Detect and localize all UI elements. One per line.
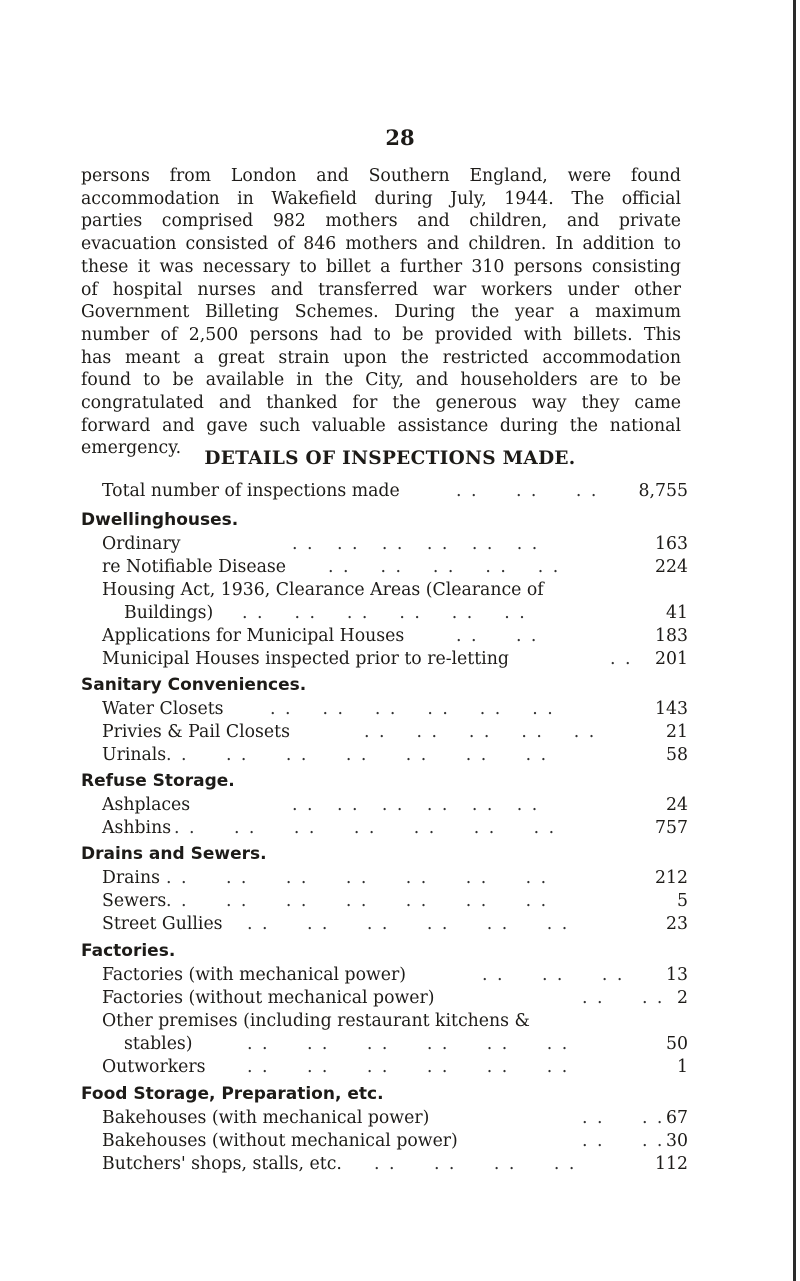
table-row [102, 866, 688, 890]
row-value: 23 [666, 914, 688, 934]
row-value: 143 [655, 699, 688, 719]
row-label: Ashbins [102, 818, 172, 838]
table-row [102, 1106, 688, 1130]
total-value: 8,755 [638, 481, 688, 501]
row-label: Ordinary [102, 534, 181, 554]
row-label: Bakehouses (without mechanical power) [102, 1131, 458, 1151]
table-row [102, 743, 688, 767]
row-value: 112 [655, 1154, 688, 1174]
table-row [102, 793, 688, 817]
category-heading-dwellinghouses: Dwellinghouses. [81, 510, 239, 530]
row-label-continued: Buildings) [124, 603, 214, 623]
leader-dots: . . . . . . . . . . . . [247, 1034, 570, 1054]
row-label: re Notifiable Disease [102, 557, 286, 577]
row-value: 212 [655, 868, 688, 888]
paragraph-line: forward and gave such valuable assistance during the national [81, 415, 681, 436]
paragraph-line: these it was necessary to billet a further 310 persons consisting [81, 256, 681, 277]
leader-dots: . . . . [582, 1108, 665, 1128]
paragraph-line: persons from London and Southern England, were found [81, 166, 681, 186]
row-value: 1 [677, 1057, 688, 1077]
paragraph-line: parties comprised 982 mothers and children, and private [81, 211, 681, 232]
row-value: 224 [655, 557, 688, 577]
row-value: 50 [666, 1034, 688, 1054]
paragraph-line: has meant a great strain upon the restricted accommodation [81, 347, 681, 368]
table-row [102, 697, 688, 721]
leader-dots: . . . . . . [482, 965, 625, 985]
leader-dots: . . . . . . . . . . [328, 557, 561, 577]
row-label: Factories (without mechanical power) [102, 988, 435, 1008]
table-row [102, 647, 688, 671]
paragraph-line: number of 2,500 persons had to be provided with billets. This [81, 324, 681, 345]
row-label: Housing Act, 1936, Clearance Areas (Clearance of [102, 580, 544, 600]
leader-dots: . . . . . . . . . . . . [247, 914, 570, 934]
row-value: 163 [655, 534, 688, 554]
row-label: Outworkers [102, 1057, 206, 1077]
paragraph-line: Government Billeting Schemes. During the year a maximum [81, 302, 681, 323]
row-label: Ashplaces [102, 795, 191, 815]
row-label: Applications for Municipal Houses [102, 626, 405, 646]
table-row [102, 601, 688, 625]
table-row [102, 555, 688, 579]
row-value: 67 [666, 1108, 688, 1128]
category-heading-drains: Drains and Sewers. [81, 844, 267, 864]
page-number: 28 [385, 125, 415, 150]
row-label: Municipal Houses inspected prior to re-letting [102, 649, 509, 669]
row-label: Drains [102, 868, 160, 888]
row-value: 13 [666, 965, 688, 985]
leader-dots: . . . . . . . . . . . . [242, 603, 527, 623]
table-row [102, 532, 688, 556]
table-row [102, 963, 688, 987]
row-label: Sewers [102, 891, 167, 911]
leader-dots: . . . . . . . . . . [364, 722, 597, 742]
row-label: Factories (with mechanical power) [102, 965, 407, 985]
table-row [102, 1032, 688, 1056]
category-heading-refuse: Refuse Storage. [81, 771, 235, 791]
leader-dots: . . . . . . [456, 481, 599, 501]
row-label: Butchers' shops, stalls, etc. [102, 1154, 342, 1174]
leader-dots: . . . . . . . . [374, 1154, 577, 1174]
row-value: 24 [666, 795, 688, 815]
leader-dots: . . . . [582, 988, 665, 1008]
category-heading-food: Food Storage, Preparation, etc. [81, 1084, 384, 1104]
row-value: 58 [666, 745, 688, 765]
paragraph-line: congratulated and thanked for the generous way they came [81, 393, 681, 414]
table-row [102, 1152, 688, 1176]
leader-dots: . . . . . . . . . . . . . . [166, 868, 549, 888]
table-row [102, 624, 688, 648]
row-value: 21 [666, 722, 688, 742]
total-label: Total number of inspections made [102, 481, 400, 501]
table-row [102, 889, 688, 913]
table-row [102, 912, 688, 936]
category-heading-sanitary: Sanitary Conveniences. [81, 675, 307, 695]
row-label: Urinals [102, 745, 167, 765]
row-label: Privies & Pail Closets [102, 722, 290, 742]
row-value: 41 [666, 603, 688, 623]
row-label: Street Gullies [102, 914, 223, 934]
row-value: 757 [655, 818, 688, 838]
paragraph-line: accommodation in Wakefield during July, 1944. The official [81, 188, 681, 209]
leader-dots: . . . . . . . . . . . . . . [166, 745, 549, 765]
table-row [102, 1055, 688, 1079]
row-value: 2 [677, 988, 688, 1008]
leader-dots: . . . . . . . . . . . . . . [166, 891, 549, 911]
table-row [102, 986, 688, 1010]
paragraph-line: emergency. [81, 438, 182, 459]
row-value: 183 [655, 626, 688, 646]
paragraph-line: of hospital nurses and transferred war workers under other [81, 279, 681, 300]
section-heading: DETAILS OF INSPECTIONS MADE. [204, 448, 576, 469]
leader-dots: . . . . . . . . . . . . [247, 1057, 570, 1077]
page-edge-line [793, 0, 796, 1281]
row-label: Bakehouses (with mechanical power) [102, 1108, 430, 1128]
row-value: 5 [677, 891, 688, 911]
paragraph-line: found to be available in the City, and householders are to be [81, 370, 681, 391]
leader-dots: . . . . . . . . . . . . [292, 795, 540, 815]
row-label-continued: stables) [124, 1034, 193, 1054]
row-label: Water Closets [102, 699, 224, 719]
leader-dots: . . . . . . . . . . . . . . [174, 818, 557, 838]
table-row [102, 1009, 688, 1033]
leader-dots: . . . . . . . . . . . . [292, 534, 540, 554]
row-label: Other premises (including restaurant kitchens & [102, 1011, 530, 1031]
total-row [102, 479, 688, 503]
intro-paragraph [81, 165, 681, 460]
category-heading-factories: Factories. [81, 941, 176, 961]
table-row [102, 720, 688, 744]
leader-dots: . . . . . . . . . . . . [270, 699, 555, 719]
row-value: 201 [655, 649, 688, 669]
table-row [102, 816, 688, 840]
leader-dots: . . . . [582, 1131, 665, 1151]
table-row [102, 1129, 688, 1153]
table-row [102, 578, 688, 602]
paragraph-line: evacuation consisted of 846 mothers and children. In addition to [81, 234, 681, 255]
row-value: 30 [666, 1131, 688, 1151]
leader-dots: . . . . [456, 626, 539, 646]
leader-dots: . . [610, 649, 633, 669]
